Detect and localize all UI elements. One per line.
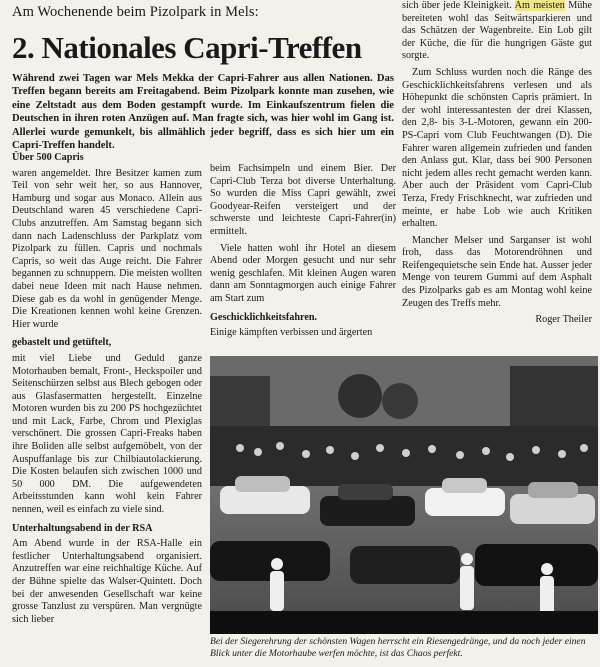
photo-caption: Bei der Siegerehrung der schönsten Wagen herrscht ein Riesengedränge, und da noch jeder einen Blick unter die Motorhaube werfen möchte, ist das Chaos perfekt. xyxy=(210,636,586,659)
column-3 xyxy=(402,0,592,327)
paragraph: Zum Schluss wurden noch die Ränge des Geschicklichkeitsfahrens verlesen und als Höhepunkt die schönsten Capris prämiert. In der wohl interessantesten der drei Klassen, den 2,8- bis 3-L-Motoren, gewann ein 200-PS-Capri vom Club Feuchtwangen (D). Die Fahrer waren allgemein zufrieden und fanden den Anlass gut. Klar, dass bei 900 Personen nicht jedem alles recht gemacht werden kann. Aber auch der Präsident vom Capri-Club Terza, Fredy Frischknecht, war zufrieden und meinte, er habe Lob wie auch Kritiken erhalten. xyxy=(402,66,592,230)
event-photo xyxy=(210,356,598,634)
paragraph: mit viel Liebe und Geduld ganze Motorhauben bemalt, Front-, Heckspoiler und Seitenschürzen selbst aus Blech gebogen oder aus Glasfasermatten hergestellt. Einzelne Motoren wurden bis zu 200 PS hochgezüchtet und mit Lack, Farbe, Chrom und Plexiglas verschönert. Die grossen Capri-Freaks haben ihre Boliden alle selbst aufgemöbelt, von der Auspuffanlage bis zur Chilbiautolackierung. Die Kosten belaufen sich zwischen 1000 und 50 000 DM. Die aufgewendeten Arbeitsstunden kann wohl kein Fahrer nennen, weil es einfach zu viele sind. xyxy=(12,352,202,516)
article-headline: 2. Nationales Capri-Treffen xyxy=(12,30,362,65)
paragraph: Am Abend wurde in der RSA-Halle ein festlicher Unterhaltungsabend organisiert. Anzutreffen war eine reichhaltige Küche. Auf der Bühne spielte das Walser-Quintett. Doch bei der anwesenden Gesellschaft war keine grosse Tanzlust zu verspüren. Man vergnügte sich lieber xyxy=(12,538,202,625)
paragraph: Einige kämpften verbissen und ärgerten xyxy=(210,327,373,339)
subheading-capris: Über 500 Capris xyxy=(12,152,84,163)
column-2 xyxy=(210,163,396,344)
paragraph: beim Fachsimpeln und einem Bier. Der Capri-Club Terza bot diverse Unterhaltung. So wurden die Miss Capri gewählt, zwei Goodyear-Reifen versteigert und der schwerste und leichteste Capri-Fahrer(in) ermittelt. xyxy=(210,163,396,237)
highlighted-text: Am meisten xyxy=(514,0,565,11)
article-lede: Während zwei Tagen war Mels Mekka der Capri-Fahrer aus allen Nationen. Das Treffen begann bereits am Freitagabend. Beim Pizolpark konnte man zusehen, wie eine Zeltstadt aus dem Boden gestampft wurde. Im Einkaufszentrum fielen die Deutschen in ihren roten Anzügen auf. Man fragte sich, was hier wohl im Gang ist. Allerlei wurde gemunkelt, bis allmählich jeder begriff, dass es sich hier um ein Capri-Treffen handelt. xyxy=(12,73,394,152)
column-1 xyxy=(12,152,202,630)
author-byline: Roger Theiler xyxy=(535,314,592,326)
paragraph: Mancher Melser und Sarganser ist wohl froh, dass das Motorendröhnen und Reifengequietsche sein Ende hat. Ausser jeder Menge von teurem Gummi auf dem Asphalt des Pizolparks gab es am Montag wohl keine Zeugen des Treffs mehr. xyxy=(402,234,592,309)
subheading-geschicklichkeit: Geschicklichkeitsfahren. xyxy=(210,311,318,323)
text: Mühe bereiteten wohl das Seitwärtsparkieren und das Schätzen der Wagenbreite. Ein Lob gilt der Küche, die für die hungrigen Gäste gut sorgte. xyxy=(402,0,592,62)
subheading-gebastelt: gebastelt und getüftelt, xyxy=(12,337,112,349)
paragraph xyxy=(402,0,592,63)
paragraph: Viele hatten wohl ihr Hotel an diesem Abend oder Morgen gesucht und nur sehr wenig geschlafen. Mit kleinen Augen waren dann am Sonntagmorgen auch einige Fahrer am Start zum xyxy=(210,242,396,304)
text: sich über jede Kleinigkeit. xyxy=(402,0,515,11)
paragraph: waren angemeldet. Ihre Besitzer kamen zum Teil von sehr weit her, so aus Hannover, Hamburg und sogar aus Monaco. Allein aus Deutschland waren 45 verschiedene Capri-Clubs anzutreffen. Am Samstag begann sich dann nach Ladenschluss der Parkplatz vom Pizolpark zu füllen. Capris und nochmals Capris, so weit das Auge reicht. Die Fahrer begannen zu schnuppern. Die meisten wollten dabei neue Ideen mit nach Hause nehmen. Diese gab es da wohl in genügender Menge. Die Kreationen kennen wohl keine Grenzen. Hier wurde xyxy=(12,167,202,330)
subheading-unterhaltungsabend: Unterhaltungsabend in der RSA xyxy=(12,522,153,534)
article-kicker: Am Wochenende beim Pizolpark in Mels: xyxy=(12,4,259,20)
